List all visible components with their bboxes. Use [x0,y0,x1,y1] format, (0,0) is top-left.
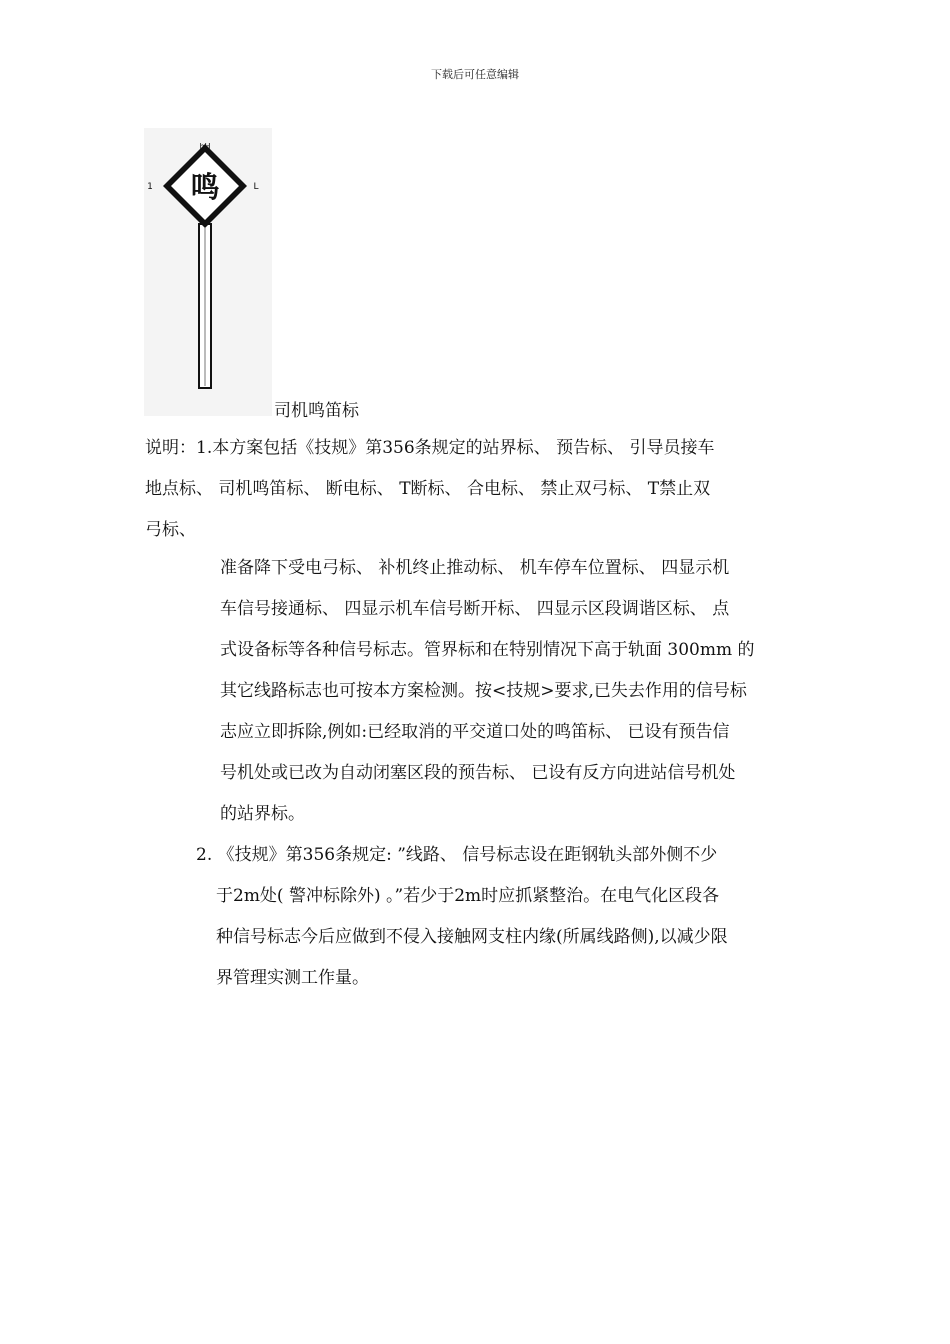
text-line: 准备降下受电弓标、 补机终止推动标、 机车停车位置标、 四显示机 [220,558,730,578]
paragraph-1 [145,428,714,551]
sign-character: 鸣 [190,170,220,204]
text-line: 说明：1.本方案包括《技规》第356条规定的站界标、 预告标、 引导员接车 [145,438,715,458]
text-line: 弓标、 [145,520,196,540]
label-top: hH [199,142,211,151]
text-line: 种信号标志今后应做到不侵入接触网支柱内缘(所属线路侧),以减少限 [216,927,728,947]
text-line: 志应立即拆除,例如:已经取消的平交道口处的鸣笛标、 已设有预告信 [220,722,730,742]
text-line: 于2m处( 警冲标除外) 。”若少于2m时应抓紧整治。在电气化区段各 [216,886,720,906]
text-line: 车信号接通标、 四显示机车信号断开标、 四显示区段调谐区标、 点 [220,599,730,619]
label-left: 1 [147,182,153,192]
figure-caption: 司机鸣笛标 [274,401,359,421]
whistle-sign-drawing [144,128,272,416]
text-line: 地点标、 司机鸣笛标、 断电标、 T断标、 合电标、 禁止双弓标、 T禁止双 [145,479,711,499]
whistle-sign-figure [144,128,272,416]
paragraph-2 [220,548,755,835]
text-line: 其它线路标志也可按本方案检测。按<技规>要求,已失去作用的信号标 [220,681,747,701]
page-header: 下载后可任意编辑 [431,68,519,81]
label-right: L [253,182,259,192]
text-line: 的站界标。 [220,804,305,824]
text-line: 式设备标等各种信号标志。管界标和在特别情况下高于轨面 300mm 的 [220,640,755,660]
paragraph-3 [196,835,728,999]
text-line: 2. 《技规》第356条规定: ”线路、 信号标志设在距钢轨头部外侧不少 [196,845,718,865]
text-line: 号机处或已改为自动闭塞区段的预告标、 已设有反方向进站信号机处 [220,763,736,783]
text-line: 界管理实测工作量。 [216,968,369,988]
